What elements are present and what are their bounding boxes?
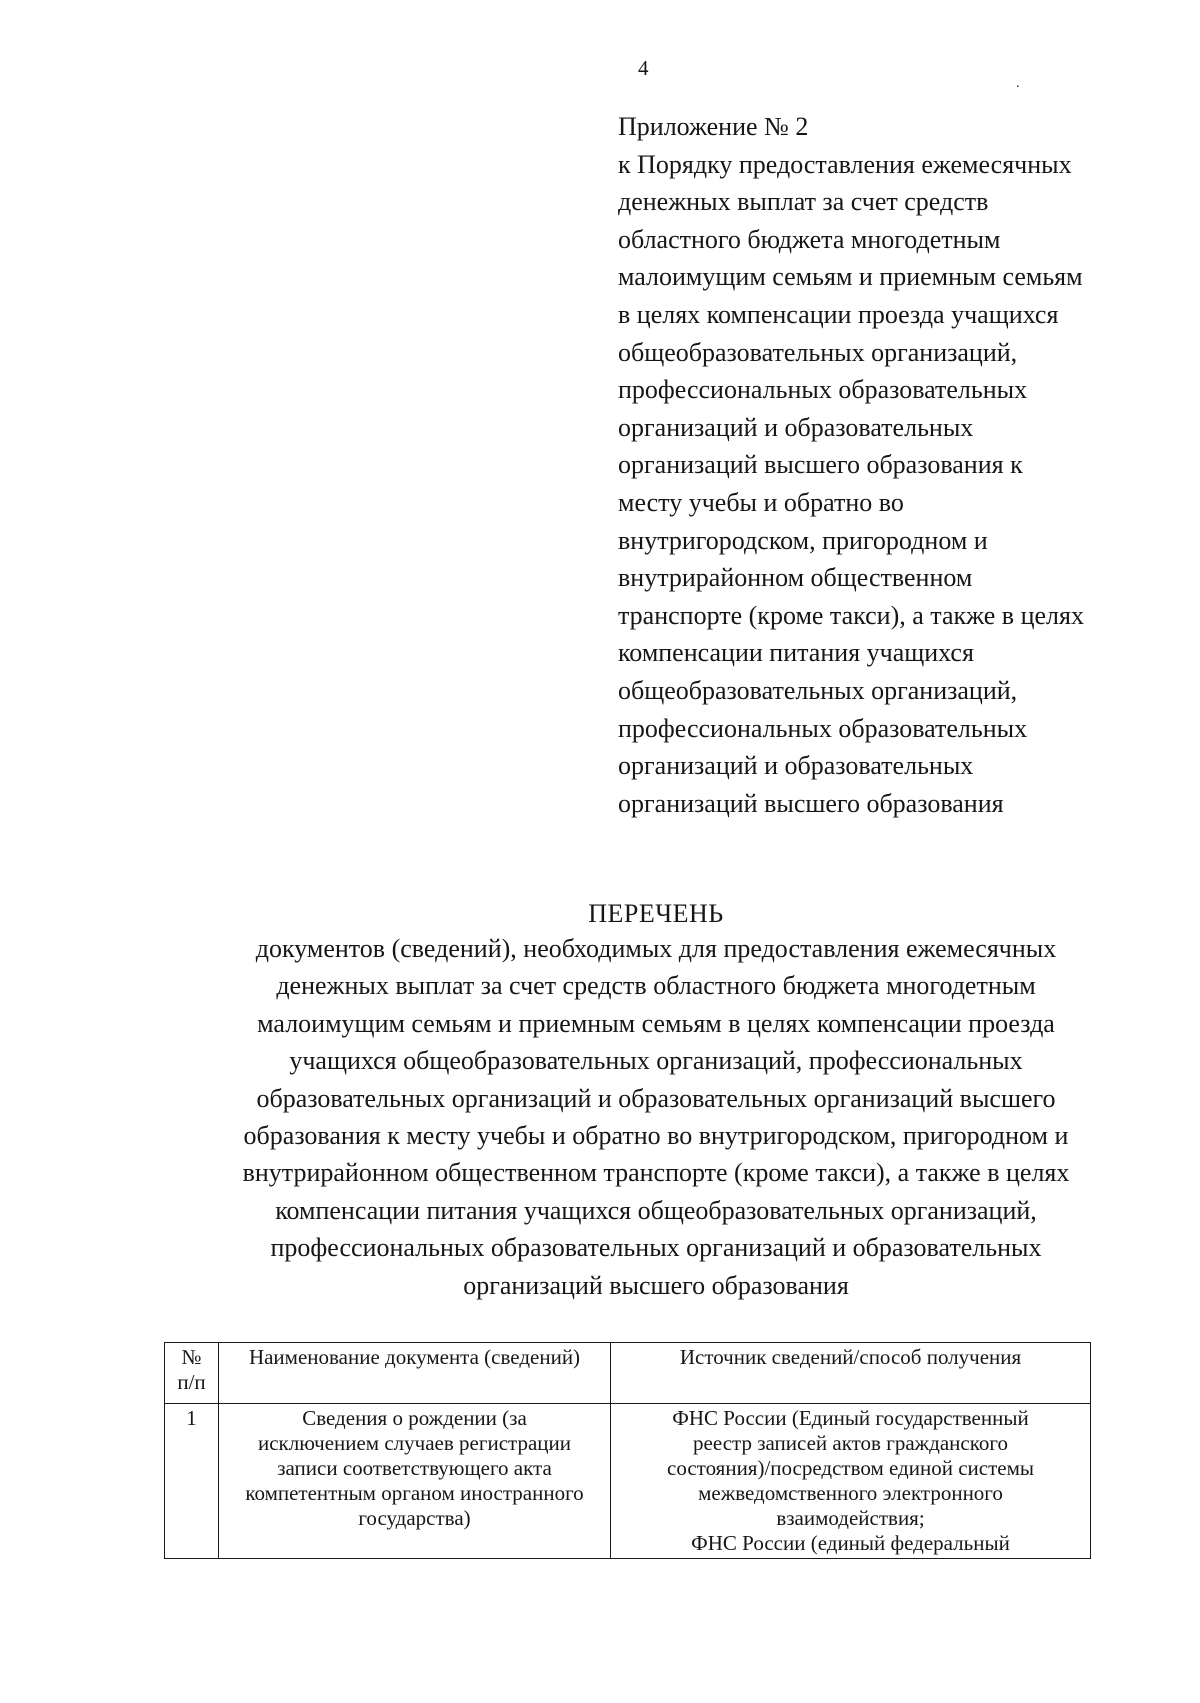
header-number — [165, 1343, 219, 1404]
appendix-line: организаций и образовательных — [618, 412, 974, 442]
subtitle-line: внутрирайонном общественном транспорте (кроме такси), а также в целях — [242, 1158, 1070, 1188]
name-line: компетентным органом иностранного — [245, 1481, 584, 1505]
header-name-text: Наименование документа (сведений) — [248, 1345, 581, 1369]
header-source-text: Источник сведений/способ получения — [679, 1345, 1022, 1369]
subtitle-line: денежных выплат за счет средств областного бюджета многодетным — [276, 971, 1036, 1001]
source-line: межведомственного электронного — [698, 1481, 1003, 1505]
appendix-line: месту учебы и обратно во — [618, 487, 904, 517]
document-subtitle — [130, 930, 1182, 1304]
appendix-line: общеобразовательных организаций, — [618, 337, 1018, 367]
appendix-line: общеобразовательных организаций, — [618, 675, 1018, 705]
table-row — [165, 1404, 1091, 1559]
source-line: взаимодействия; — [776, 1506, 925, 1530]
header-document-name — [219, 1343, 611, 1404]
source-line: ФНС России (Единый государственный — [672, 1406, 1029, 1430]
row-source — [611, 1404, 1091, 1559]
source-line: состояния)/посредством единой системы — [667, 1456, 1034, 1480]
appendix-line: организаций высшего образования — [618, 788, 1004, 818]
documents-table — [164, 1342, 1091, 1559]
appendix-line: компенсации питания учащихся — [618, 638, 974, 668]
subtitle-line: профессиональных образовательных организаций и образовательных — [270, 1233, 1042, 1263]
subtitle-line: компенсации питания учащихся общеобразовательных организаций, — [275, 1195, 1037, 1225]
appendix-header — [618, 108, 1158, 822]
subtitle-line: документов (сведений), необходимых для предоставления ежемесячных — [255, 934, 1057, 963]
subtitle-line: учащихся общеобразовательных организаций, профессиональных — [289, 1046, 1023, 1076]
subtitle-line: организаций высшего образования — [463, 1270, 849, 1300]
appendix-line: организаций и образовательных — [618, 751, 974, 781]
row-number-text: 1 — [186, 1406, 197, 1430]
appendix-line: организаций высшего образования к — [618, 450, 1023, 480]
table-header-row — [165, 1343, 1091, 1404]
subtitle-line: малоимущим семьям и приемным семьям в целях компенсации проезда — [257, 1008, 1055, 1038]
name-line: записи соответствующего акта — [277, 1456, 552, 1480]
source-line: реестр записей актов гражданского — [693, 1431, 1008, 1455]
name-line: исключением случаев регистрации — [258, 1431, 571, 1455]
header-source — [611, 1343, 1091, 1404]
appendix-line: профессиональных образовательных — [618, 713, 1028, 743]
page-number: 4 — [638, 56, 649, 80]
subtitle-line: образования к месту учебы и обратно во внутригородском, пригородном и — [243, 1121, 1069, 1151]
appendix-line: Приложение № 2 — [618, 112, 809, 141]
header-number-line: п/п — [177, 1370, 206, 1394]
document-title: ПЕРЕЧЕНЬ — [588, 899, 724, 928]
row-document-name — [219, 1404, 611, 1559]
appendix-line: областного бюджета многодетным — [618, 224, 1001, 254]
appendix-line: внутригородском, пригородном и — [618, 525, 988, 555]
appendix-line: малоимущим семьям и приемным семьям — [618, 262, 1083, 292]
appendix-line: в целях компенсации проезда учащихся — [618, 299, 1059, 329]
header-number-line: № — [181, 1345, 202, 1369]
appendix-line: профессиональных образовательных — [618, 375, 1028, 405]
appendix-line: денежных выплат за счет средств — [618, 187, 989, 217]
subtitle-line: образовательных организаций и образовательных организаций высшего — [256, 1083, 1056, 1113]
source-line: ФНС России (единый федеральный — [691, 1531, 1010, 1555]
appendix-line: внутрирайонном общественном — [618, 563, 973, 593]
appendix-line: транспорте (кроме такси), а также в целях — [618, 600, 1084, 630]
name-line: государства) — [358, 1506, 471, 1530]
appendix-line: к Порядку предоставления ежемесячных — [618, 149, 1072, 179]
scan-mark: . — [1016, 76, 1020, 91]
row-number — [165, 1404, 219, 1559]
name-line: Сведения о рождении (за — [302, 1406, 527, 1430]
